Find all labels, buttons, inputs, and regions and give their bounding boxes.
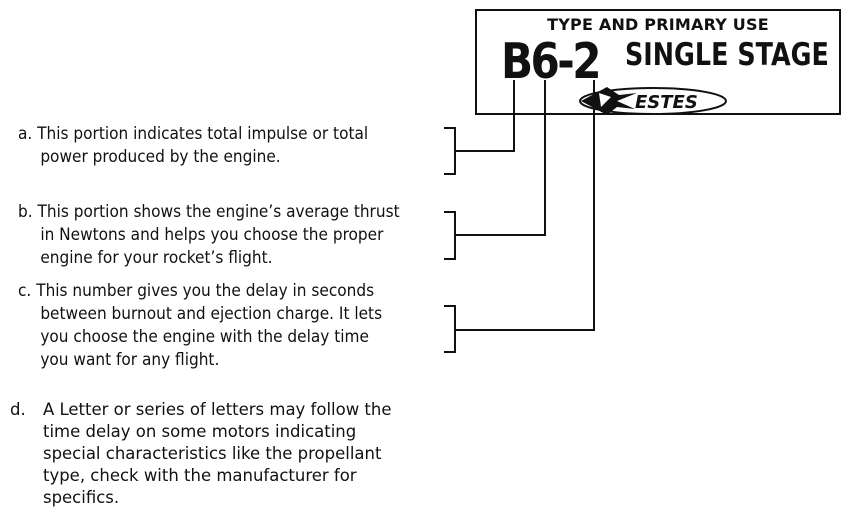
engine-label-box — [475, 9, 841, 115]
note-c-line-3: you choose the engine with the delay time — [40, 327, 369, 346]
note-d-line-2: time delay on some motors indicating — [42, 422, 357, 442]
svg-text:ESTES: ESTES — [635, 92, 698, 113]
note-d-line-5: specifics. — [42, 488, 120, 508]
bracket-a — [444, 128, 455, 174]
label-heading: TYPE AND PRIMARY USE — [547, 15, 769, 34]
note-d-marker: d. — [10, 400, 26, 420]
connector-c — [455, 80, 594, 330]
note-c-line-2: between burnout and ejection charge. It lets — [40, 304, 383, 323]
note-b-line-1: b. This portion shows the engine’s average thrust — [18, 202, 400, 221]
bracket-b — [444, 212, 455, 259]
note-c — [18, 279, 382, 371]
note-d-line-1: A Letter or series of letters may follow the — [42, 400, 392, 420]
note-a-line-2: power produced by the engine. — [40, 147, 281, 166]
note-a — [18, 122, 368, 168]
note-a-line-1: a. This portion indicates total impulse or total — [18, 124, 369, 143]
estes-logo — [577, 83, 729, 117]
note-b-line-3: engine for your rocket’s flight. — [40, 248, 273, 267]
note-d-line-4: type, check with the manufacturer for — [42, 466, 357, 486]
bracket-c — [444, 306, 455, 352]
note-c-line-4: you want for any flight. — [40, 350, 220, 369]
note-b-line-2: in Newtons and helps you choose the proper — [40, 225, 384, 244]
note-d-line-3: special characteristics like the propellant — [42, 444, 382, 464]
note-c-line-1: c. This number gives you the delay in seconds — [18, 281, 375, 300]
note-b — [18, 200, 400, 269]
note-d-body — [43, 399, 392, 509]
engine-code: B6-2 — [501, 33, 599, 90]
primary-use: SINGLE STAGE — [625, 37, 829, 73]
